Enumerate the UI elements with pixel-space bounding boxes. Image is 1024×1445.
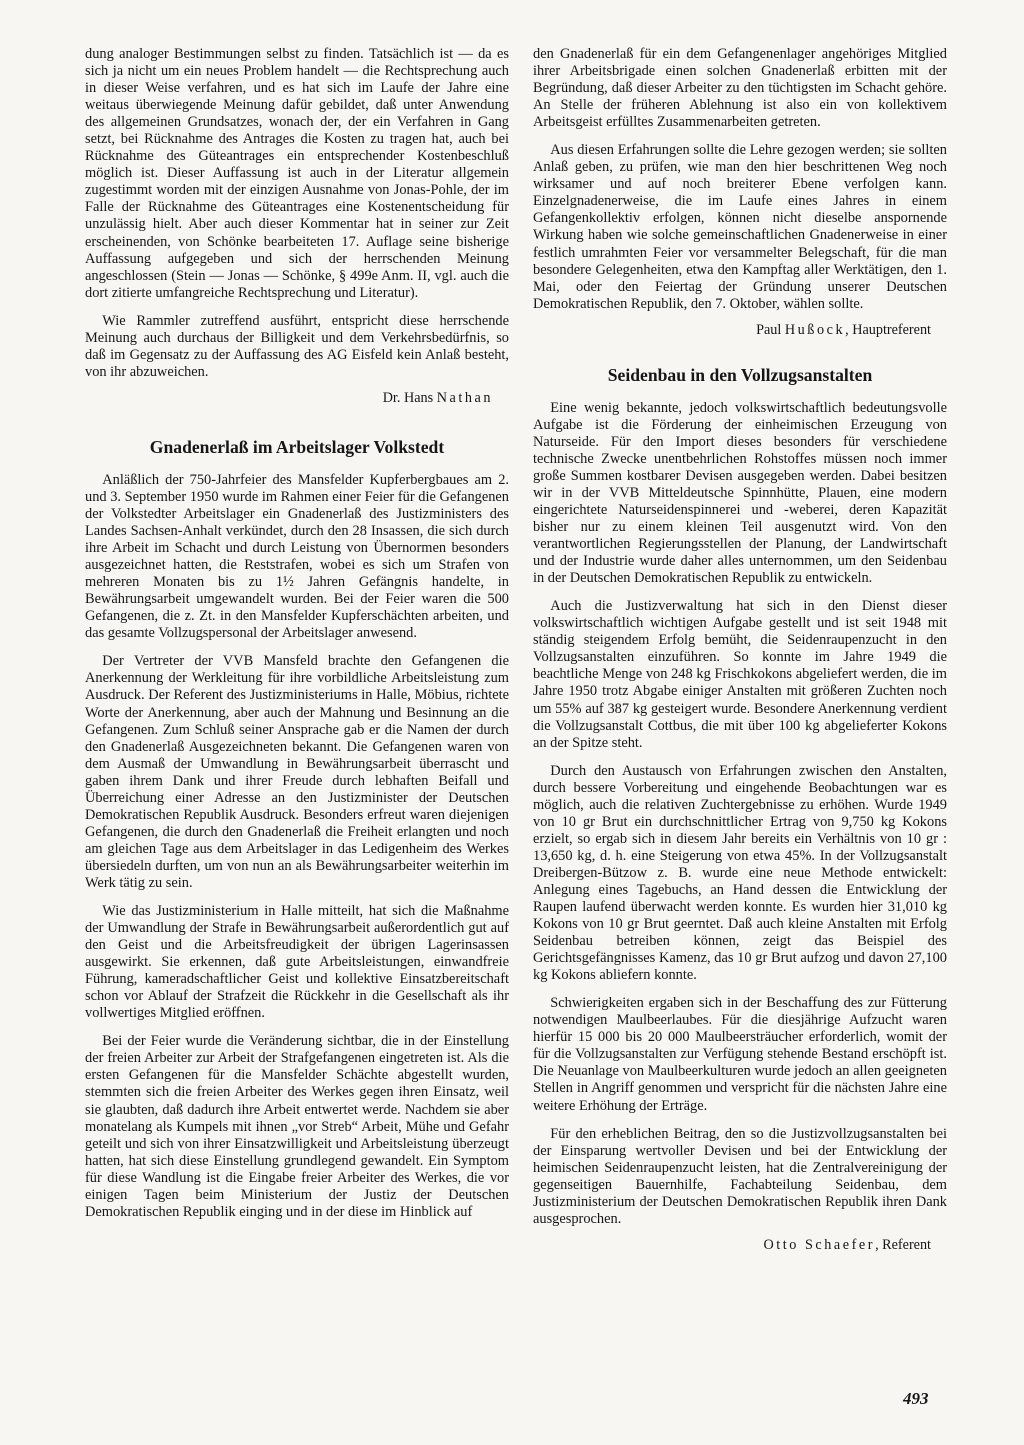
intro-paragraph-1: dung analoger Bestimmungen selbst zu finden. Tatsächlich ist — da es sich ja nicht um ein neues Problem handelt — die Rechtsprechung auch in dieser Weise verfahren, und es hat sich im Laufe der Jahre eine weitaus überwiegende Meinung dafür gebildet, daß unter Anwendung des allgemeinen Grundsatzes, wonach der, der ein Verfahren in Gang setzt, bei Rücknahme des Antrages die Kosten zu tragen hat, auch bei Rücknahme des Güteantrages ein entsprechender Kostenbeschluß möglich ist. Dieser Auffassung ist auch in der Literatur allgemein zugestimmt worden mit der einzigen Ausnahme von Jonas-Pohle, der im Falle der Rücknahme des Güteantrages eine Kostenentscheidung für unzulässig hielt. Aber auch dieser Kommentar hat in seiner zur Zeit erscheinenden, von Schönke bearbeiteten 17. Auflage seine bisherige Auffassung aufgegeben und sich der herrschenden Meinung angeschlossen (Stein — Jonas — Schönke, § 499e Anm. II, vgl. auch die dort zitierte umfangreiche Rechtsprechung und Literatur). [85,46,509,301]
signature-hussock-name: Hußock [784,321,846,338]
gnadenerlass-paragraph-1: Anläßlich der 750-Jahrfeier des Mansfelder Kupferbergbaues am 2. und 3. September 1950 wurde im Rahmen einer Feier für die Gefangenen der Volkstedter Arbeitslager ein Gnadenerlaß des Justizministers des Landes Sachsen-Anhalt verkündet, durch den 28 Insassen, die sich durch ihre Arbeit im Schacht und durch Leistung von Übernormen besonders ausgezeichnet hatten, die Reststrafen, wobei es sich um Strafen von mehreren Monaten bis zu 1½ Jahren Gefängnis handelte, in Bewährungsarbeit umgewandelt wurden. Bei der Feier waren die 500 Gefangenen, die z. Zt. in den Mansfelder Kupferschächten arbeiten, und das gesamte Vollzugspersonal der Arbeitslager anwesend. [85,471,509,642]
gnadenerlass-paragraph-3: Wie das Justizministerium in Halle mitteilt, hat sich die Maßnahme der Umwandlung der Strafe in Bewährungsarbeit außerordentlich gut auf den Geist und die Arbeitsfreudigkeit der übrigen Lagerinsassen ausgewirkt. Sie erkennen, daß gute Arbeitsleistungen, einwandfreie Führung, kameradschaftlicher Geist und kollektive Einsatzbereitschaft schon vor Ablauf der Strafzeit die Rückkehr in die Gesellschaft als ihr vollwertiges Mitglied eröffnen. [85,903,509,1022]
seidenbau-paragraph-5: Für den erheblichen Beitrag, den so die Justizvollzugsanstalten bei der Einsparung wertvoller Devisen und bei der Entwicklung der heimischen Seidenraupenzucht leisten, hat die Zentralvereinigung der gegenseitigen Bauernhilfe, Fachabteilung Seidenbau, dem Justizministerium der Deutschen Demokratischen Republik ihren Dank ausgesprochen. [533,1125,947,1227]
gnadenerlass-paragraph-2: Der Vertreter der VVB Mansfeld brachte den Gefangenen die Anerkennung der Werkleitung für ihre vorbildliche Arbeitsleistung zum Ausdruck. Der Referent des Justizministeriums in Halle, Möbius, richtete Worte der Anerkennung, aber auch der Mahnung und Besinnung an die Gefangenen. Zum Schluß seiner Ansprache gab er die Namen der durch den Gnadenerlaß Ausgezeichneten bekannt. Die Gefangenen waren von dem Ausmaß der Umwandlung in Bewährungsarbeit überrascht und gaben ihrem Dank und ihrer Freude durch lebhaften Beifall und Überreichung einer Adresse an den Justizminister der Deutschen Demokratischen Republik Ausdruck. Besonders erfreut waren diejenigen Gefangenen, die durch den Gnadenerlaß die Freiheit erlangten und noch am gleichen Tage aus dem Arbeitslager in das Ledigenheim des Werkes übersiedeln durften, um von nun an als Bewährungsarbeiter weiterhin im Werk tätig zu sein. [85,653,509,891]
intro-signature-name: Nathan [436,389,493,406]
intro-signature [85,390,509,407]
signature-hussock-suffix: , Hauptreferent [845,321,931,338]
article-title-gnadenerlass: Gnadenerlaß im Arbeitslager Volkstedt [149,436,445,457]
page-number: 493 [903,1389,929,1408]
seidenbau-paragraph-1: Eine wenig bekannte, jedoch volkswirtschaftlich bedeutungsvolle Aufgabe ist die Förderung der einheimischen Erzeugung von Naturseide. Für den Import dieses besonders für verschiedene technische Zwecke unentbehrlichen Rohstoffes müssen noch immer große Summen kostbarer Devisen ausgegeben werden. Dabei besitzen wir in der VVB Mitteldeutsche Spinnhütte, Plauen, eine modern eingerichtete Naturseidenspinnerei und -weberei, deren Kapazität bisher nur zu einem kleinen Teil ausgenutzt wird. Von den verantwortlichen Regierungsstellen der Planung, der Landwirtschaft und der Industrie wurde daher alles unternommen, um den Seidenbau in der Deutschen Demokratischen Republik zu entwickeln. [533,399,947,587]
signature-schaefer-suffix: , Referent [875,1236,931,1253]
intro-paragraph-2: Wie Rammler zutreffend ausführt, entspricht diese herrschende Meinung auch durchaus der Billigkeit und dem Verkehrsbedürfnis, so daß im Gegensatz zu der Auffassung des AG Eisfeld kein Anlaß besteht, von ihr abzuweichen. [85,312,509,380]
gnadenerlass-paragraph-4: Bei der Feier wurde die Veränderung sichtbar, die in der Einstellung der freien Arbeiter zur Arbeit der Strafgefangenen eingetreten ist. Als die ersten Gefangenen für die Mansfelder Schächte abgestellt wurden, stemmten sich die freien Arbeiter des Werkes gegen ihren Einsatz, weil sie glaubten, daß dadurch ihre Arbeit entwertet werde. Nachdem sie aber monatelang als Kumpels mit ihnen „vor Streb“ Arbeit, Mühe und Gefahr geteilt und sich von ihrer Einsatzwilligkeit und Arbeitsleistung überzeugt hatten, hat sich diese Einstellung grundlegend gewandelt. Ein Symptom für diese Wandlung ist die Eingabe freier Arbeiter des Werkes, die vor einigen Tagen beim Ministerium der Justiz der Deutschen Demokratischen Republik einging und in der diese im Hinblick auf [85,1033,509,1220]
article-title-seidenbau: Seidenbau in den Vollzugsanstalten [607,364,873,385]
signature-schaefer [533,1237,947,1254]
continued-paragraph-2: Aus diesen Erfahrungen sollte die Lehre gezogen werden; sie sollten Anlaß geben, zu prüfen, wie man den hier beschrittenen Weg noch wirksamer und auf noch breiterer Ebene verfolgen kann. Einzelgnadenerweise, die im Laufe eines Jahres in einem Gefangenkollektiv erfolgen, können nicht dieselbe anspornende Wirkung haben wie solche gemeinschaftlichen Gnadenerweise in einer festlich umrahmten Feier vor versammelter Belegschaft, für die man besondere Gelegenheiten, etwa den Kampftag aller Werktätigen, den 1. Mai, oder den Feiertag der Gründung unserer Deutschen Demokratischen Republik, den 7. Oktober, wählen sollte. [533,142,947,312]
continued-paragraph-1: den Gnadenerlaß für ein dem Gefangenenlager angehöriges Mitglied ihrer Arbeitsbrigade einen solchen Gnadenerlaß erbitten mit der Begründung, daß dieser Arbeiter zu den tüchtigsten im Schacht gehöre. An Stelle der früheren Ablehnung ist also ein von kollektivem Arbeitsgeist erfülltes Zusammenarbeiten getreten. [533,46,947,131]
seidenbau-paragraph-2: Auch die Justizverwaltung hat sich in den Dienst dieser volkswirtschaftlich wichtigen Aufgabe gestellt und ist seit 1948 mit ständig steigendem Erfolg bemüht, die Seidenraupenzucht in den Vollzugsanstalten einzuführen. So konnte im Jahre 1949 die beachtliche Menge von 248 kg Frischkokons abgeliefert werden, die im Jahre 1950 trotz Abgabe einiger Anstalten mit größeren Zuchten noch um 55% auf 387 kg gesteigert wurde. Besondere Anerkennung verdient die Vollzugsanstalt Cottbus, die mit über 100 kg abgelieferter Kokons an der Spitze steht. [533,598,947,751]
seidenbau-paragraph-4: Schwierigkeiten ergaben sich in der Beschaffung des zur Fütterung notwendigen Maulbeerlaubes. Für die diesjährige Aufzucht waren hierfür 15 000 bis 20 000 Maulbeersträucher erforderlich, womit der für die Vollzugsanstalten zur Verfügung stehende Bestand erschöpft ist. Die Neuanlage von Maulbeerkulturen wurde jedoch an allen geeigneten Stellen in Angriff genommen und verspricht für die nächsten Jahre eine weitere Erhöhung der Erträge. [533,995,947,1114]
intro-signature-prefix: Dr. Hans [382,389,434,406]
left-column [85,46,509,1232]
signature-hussock [533,322,947,339]
signature-hussock-prefix: Paul [756,321,782,338]
right-column [533,46,947,1266]
signature-schaefer-name: Otto Schaefer [763,1236,876,1253]
seidenbau-paragraph-3: Durch den Austausch von Erfahrungen zwischen den Anstalten, durch bessere Vorbereitung und eingehende Beobachtungen war es möglich, auch die relativen Zuchtergebnisse zu erhöhen. Wurde 1949 von 10 gr Brut ein durchschnittlicher Ertrag von 9,750 kg Kokons erzielt, so ergab sich in diesem Jahr bereits ein Verhältnis von 10 gr : 13,650 kg, d. h. eine Steigerung von etwa 45%. In der Vollzugsanstalt Dreibergen-Bützow z. B. wurde eine neue Methode entwickelt: Anlegung eines Tagebuchs, an Hand dessen die Entwicklung der Raupen laufend überwacht werden konnte. Es wurden hier 31,010 kg Kokons von 10 gr Brut geerntet. Daß auch kleine Anstalten mit Erfolg Seidenbau betreiben können, zeigt das Beispiel des Gerichtsgefängnisses Kamenz, das 10 gr Brut aufzog und davon 27,100 kg Kokons abliefern konnte. [533,762,947,984]
